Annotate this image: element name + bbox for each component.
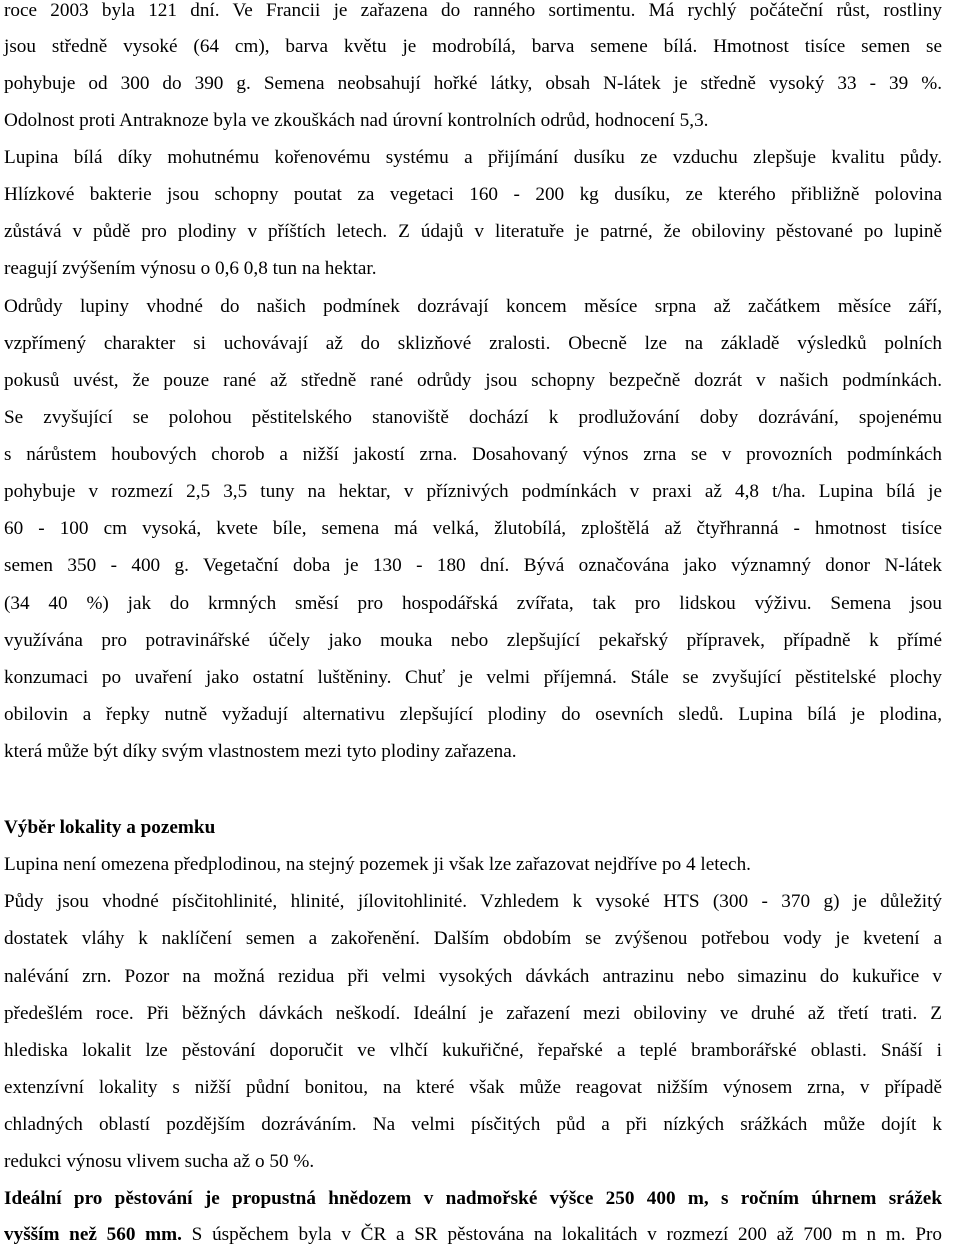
text-line: konzumaci po uvaření jako ostatní luštěniny. Chuť je velmi příjemná. Stále se zvyšující pěstitelské plochy — [4, 667, 942, 688]
text-line-mixed — [4, 1222, 942, 1248]
text-line: Hlízkové bakterie jsou schopny poutat za vegetaci 160 - 200 kg dusíku, ze kterého přibližně polovina — [4, 184, 942, 205]
text-line: extenzívní lokality s nižší půdní bonitou, na které však může reagovat nižším výnosem zrna, v případě — [4, 1077, 942, 1098]
text-line: která může být díky svým vlastnostem mezi tyto plodiny zařazena. — [4, 741, 517, 762]
text-line: Se zvyšující se polohou pěstitelského stanoviště dochází k prodlužování doby dozrávání, spojenému — [4, 407, 942, 428]
text-line: vzpřímený charakter si uchovávají až do sklizňové zralosti. Obecně lze na základě výsledků polních — [4, 333, 942, 354]
text-line: využívána pro potravinářské účely jako mouka nebo zlepšující pekařský přípravek, případně k přímé — [4, 630, 942, 651]
bold-run: vyšším než 560 mm. — [4, 1224, 182, 1245]
text-line: s nárůstem houbových chorob a nižší jakostí zrna. Dosahovaný výnos zrna se v provozních podmínkách — [4, 444, 942, 465]
text-line: obilovin a řepky nutně vyžadují alternativu zlepšující plodiny do osevních sledů. Lupina bílá je plodina, — [4, 704, 942, 725]
text-line: jsou středně vysoké (64 cm), barva květu je modrobílá, barva semene bílá. Hmotnost tisíce semen se — [4, 36, 942, 57]
text-line: (34 40 %) jak do krmných směsí pro hospodářská zvířata, tak pro lidskou výživu. Semena jsou — [4, 593, 942, 614]
text-line: chladných oblastí pozdějším dozráváním. Na velmi písčitých půd a při nízkých srážkách může dojít k — [4, 1114, 942, 1135]
text-line-bold — [4, 1186, 942, 1212]
bold-run: Ideální pro pěstování je propustná hnědozem v nadmořské výšce 250 400 m, s ročním úhrnem srážek — [4, 1188, 942, 1209]
text-line: pohybuje v rozmezí 2,5 3,5 tuny na hektar, v příznivých podmínkách v praxi až 4,8 t/ha. Lupina bílá je — [4, 481, 942, 502]
text-line: Lupina bílá díky mohutnému kořenovému systému a přijímání dusíku ze vzduchu zlepšuje kvalitu půdy. — [4, 147, 942, 168]
text-line: Lupina není omezena předplodinou, na stejný pozemek ji však lze zařazovat nejdříve po 4 letech. — [4, 854, 751, 875]
section-heading: Výběr lokality a pozemku — [4, 817, 216, 838]
text-line: semen 350 - 400 g. Vegetační doba je 130 - 180 dní. Bývá označována jako významný donor N-látek — [4, 555, 942, 576]
normal-run: S úspěchem byla v ČR a SR pěstována na lokalitách v rozmezí 200 až 700 m n m. Pro — [181, 1224, 942, 1245]
text-line: Půdy jsou vhodné písčitohlinité, hlinité, jílovitohlinité. Vzhledem k vysoké HTS (300 - 370 g) je důležitý — [4, 891, 942, 912]
text-line: zůstává v půdě pro plodiny v příštích letech. Z údajů v literatuře je patrné, že obiloviny pěstované po lupině — [4, 221, 942, 242]
text-line: předešlém roce. Při běžných dávkách neškodí. Ideální je zařazení mezi obiloviny ve druhé až třetí trati. Z — [4, 1003, 942, 1024]
text-line: Odolnost proti Antraknoze byla ve zkouškách nad úrovní kontrolních odrůd, hodnocení 5,3. — [4, 110, 709, 131]
text-line: redukci výnosu vlivem sucha až o 50 %. — [4, 1151, 315, 1172]
text-line: dostatek vláhy k naklíčení semen a zakořenění. Dalším obdobím se zvýšenou potřebou vody je kvetení a — [4, 928, 942, 949]
text-line: Odrůdy lupiny vhodné do našich podmínek dozrávají koncem měsíce srpna až začátkem měsíce září, — [4, 296, 942, 317]
text-line: reagují zvýšením výnosu o 0,6 0,8 tun na hektar. — [4, 258, 377, 279]
text-line: nalévání zrn. Pozor na možná rezidua při velmi vysokých dávkách antrazinu nebo simazinu do kukuřice v — [4, 966, 942, 987]
text-line: pokusů uvést, že pouze rané až středně rané odrůdy jsou schopny bezpečně dozrát v našich podmínkách. — [4, 370, 942, 391]
text-line: hlediska lokalit lze pěstování doporučit ve vlhčí kukuřičné, řepařské a teplé bramborářské oblasti. Snáší i — [4, 1040, 942, 1061]
text-line: 60 - 100 cm vysoká, kvete bíle, semena má velká, žlutobílá, zploštělá až čtyřhranná - hmotnost tisíce — [4, 518, 942, 539]
text-line: roce 2003 byla 121 dní. Ve Francii je zařazena do ranného sortimentu. Má rychlý počáteční růst, rostliny — [4, 0, 942, 21]
text-line: pohybuje od 300 do 390 g. Semena neobsahují hořké látky, obsah N-látek je středně vysoký 33 - 39 %. — [4, 73, 942, 94]
